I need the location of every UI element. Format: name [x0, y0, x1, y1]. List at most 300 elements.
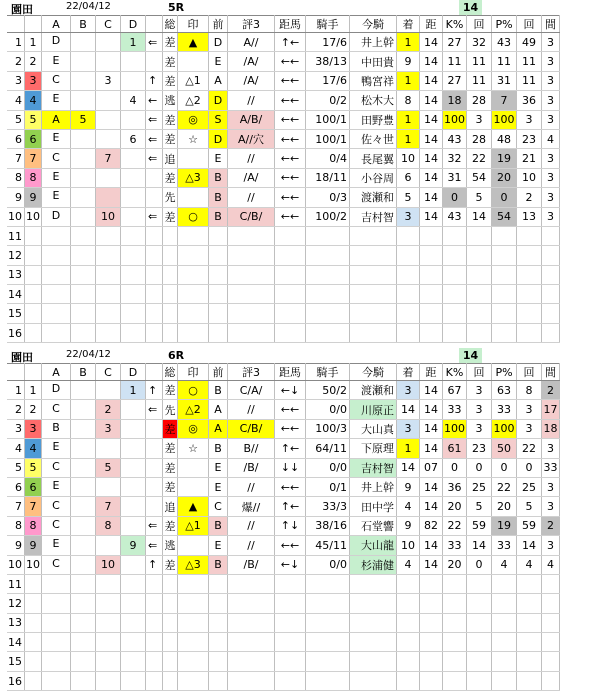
table-row[interactable] [7, 381, 560, 400]
cell-jockey-rank [397, 129, 420, 148]
cell-frame-number [25, 594, 42, 613]
cell-col-a [42, 594, 71, 613]
cell-type [163, 33, 178, 52]
table-row[interactable] [7, 33, 560, 52]
cell-p-count [517, 110, 542, 129]
cell-box [43, 325, 69, 341]
cell-text: 15 [8, 307, 22, 321]
cell-prev-grade [209, 226, 228, 245]
cell-k-pct [443, 419, 467, 438]
cell-col-b [71, 516, 96, 535]
table-row[interactable] [7, 285, 560, 304]
cell-text: 3 [547, 74, 554, 88]
cell-text: 11 [8, 577, 22, 591]
cell-box [43, 634, 69, 650]
table-row[interactable] [7, 516, 560, 535]
cell-text: /B/ [243, 461, 259, 475]
cell-text: 2 [525, 190, 533, 204]
cell-p-pct [492, 458, 517, 477]
cell-k-pct [443, 477, 467, 496]
table-row[interactable] [7, 613, 560, 632]
cell-jockey-rank [397, 246, 420, 265]
cell-box [43, 654, 69, 670]
cell-row-number [7, 652, 25, 671]
cell-frame-number [25, 555, 42, 574]
table-row[interactable] [7, 71, 560, 90]
cell-col-c [96, 188, 121, 207]
cell-arrow [146, 129, 163, 148]
cell-box [43, 499, 69, 515]
cell-text: 渡瀬和 [361, 191, 394, 205]
cell-text: 54 [497, 210, 511, 224]
cell-col-b [71, 188, 96, 207]
cell-frame-number [25, 652, 42, 671]
header-dist: 距 [420, 16, 443, 33]
cell-grade3 [228, 304, 275, 323]
cell-text: ○ [188, 210, 198, 224]
cell-interval [542, 285, 560, 304]
cell-jockey [350, 129, 397, 148]
cell-text: 0 [475, 558, 483, 572]
cell-distance-trend [275, 110, 306, 129]
table-row[interactable] [7, 477, 560, 496]
cell-box [43, 537, 69, 553]
cell-col-c [96, 633, 121, 652]
cell-text: E [52, 131, 60, 145]
cell-jockey [350, 168, 397, 187]
table-row[interactable] [7, 304, 560, 323]
cell-text: 2 [547, 383, 554, 397]
cell-grade3 [228, 52, 275, 71]
cell-box [43, 170, 69, 186]
cell-arrow [146, 400, 163, 419]
cell-text: 14 [401, 461, 415, 475]
table-row[interactable] [7, 671, 560, 690]
cell-text: E [52, 537, 60, 551]
cell-k-pct [443, 574, 467, 593]
cell-grade3 [228, 110, 275, 129]
cell-box [43, 673, 69, 689]
cell-k-pct [443, 265, 467, 284]
cell-arrow [146, 516, 163, 535]
cell-text: 追 [164, 152, 176, 166]
cell-arrow [146, 477, 163, 496]
cell-grade3 [228, 400, 275, 419]
table-row[interactable] [7, 207, 560, 226]
header-k-pct: K% [443, 16, 467, 33]
cell-text: 3 [104, 422, 112, 436]
cell-mark [178, 207, 209, 226]
cell-mark [178, 52, 209, 71]
cell-text: 井上幹 [361, 36, 394, 50]
cell-col-c [96, 71, 121, 90]
cell-text: 0/0 [329, 461, 347, 475]
cell-prev-grade [209, 91, 228, 110]
cell-jockey-ratio [306, 285, 350, 304]
cell-k-count [467, 458, 492, 477]
cell-type [163, 226, 178, 245]
cell-text: ←← [280, 480, 300, 494]
cell-jockey [350, 477, 397, 496]
cell-interval [542, 574, 560, 593]
cell-text: ⇐ [148, 210, 158, 224]
cell-box [43, 518, 69, 534]
cell-text: 6 [15, 480, 22, 494]
cell-text: 100 [493, 113, 515, 127]
table-row[interactable] [7, 149, 560, 168]
cell-k-count [467, 633, 492, 652]
cell-interval [542, 304, 560, 323]
cell-text: 0/0 [329, 558, 347, 572]
cell-k-count [467, 613, 492, 632]
cell-grade3 [228, 207, 275, 226]
cell-text: 0/4 [329, 152, 347, 166]
cell-jockey [350, 555, 397, 574]
cell-text: ↑ [148, 383, 158, 397]
cell-mark [178, 671, 209, 690]
cell-mark [178, 439, 209, 458]
cell-k-count [467, 226, 492, 245]
cell-jockey-rank [397, 91, 420, 110]
cell-jockey [350, 207, 397, 226]
cell-interval [542, 265, 560, 284]
cell-text: 5 [15, 461, 22, 475]
cell-p-count [517, 419, 542, 438]
cell-arrow [146, 52, 163, 71]
cell-text: /A/ [243, 171, 259, 185]
cell-text: △2 [185, 93, 201, 107]
cell-text: 50 [497, 441, 511, 455]
cell-box [43, 267, 69, 283]
table-row[interactable] [7, 246, 560, 265]
cell-k-count [467, 400, 492, 419]
cell-text: 8 [525, 383, 533, 397]
cell-prev-grade [209, 110, 228, 129]
cell-text: 1 [29, 35, 37, 49]
cell-text: 吉村智 [361, 210, 394, 224]
cell-arrow [146, 671, 163, 690]
cell-text: 0/2 [329, 93, 347, 107]
cell-p-pct [492, 477, 517, 496]
cell-type [163, 613, 178, 632]
cell-text: B [214, 190, 222, 204]
cell-k-pct [443, 633, 467, 652]
cell-text: 22 [522, 441, 536, 455]
cell-col-b [71, 91, 96, 110]
cell-jockey [350, 323, 397, 342]
cell-jockey [350, 188, 397, 207]
cell-text: 3 [547, 480, 554, 494]
cell-interval [542, 246, 560, 265]
cell-jockey [350, 516, 397, 535]
cell-text: A// [243, 35, 259, 49]
cell-p-count [517, 613, 542, 632]
cell-text: 28 [472, 132, 486, 146]
table-row[interactable] [7, 555, 560, 574]
cell-text: 14 [424, 480, 438, 494]
cell-frame-number [25, 91, 42, 110]
cell-prev-grade [209, 246, 228, 265]
cell-text: 2 [29, 55, 37, 69]
cell-k-count [467, 246, 492, 265]
cell-text: 63 [497, 383, 511, 397]
table-row[interactable] [7, 497, 560, 516]
cell-jockey-ratio [306, 633, 350, 652]
header-distance-trend: 距馬 [275, 364, 306, 381]
cell-dist [420, 381, 443, 400]
cell-mark [178, 285, 209, 304]
cell-col-c [96, 149, 121, 168]
cell-arrow [146, 419, 163, 438]
cell-interval [542, 149, 560, 168]
cell-col-d [121, 458, 146, 477]
cell-text: 21 [522, 152, 536, 166]
cell-text: 5 [104, 461, 112, 475]
cell-dist [420, 497, 443, 516]
cell-text: 5 [29, 113, 37, 127]
cell-prev-grade [209, 458, 228, 477]
cell-p-pct [492, 168, 517, 187]
cell-prev-grade [209, 265, 228, 284]
table-row[interactable] [7, 168, 560, 187]
cell-text: ←← [280, 55, 300, 69]
cell-arrow [146, 246, 163, 265]
cell-col-a [42, 574, 71, 593]
cell-jockey-rank [397, 71, 420, 90]
cell-k-pct [443, 33, 467, 52]
cell-col-a [42, 633, 71, 652]
cell-col-c [96, 168, 121, 187]
header-arrow [146, 364, 163, 381]
cell-p-pct [492, 400, 517, 419]
cell-col-d [121, 265, 146, 284]
cell-dist [420, 168, 443, 187]
cell-col-d [121, 188, 146, 207]
cell-text: 6 [15, 132, 22, 146]
cell-jockey-ratio [306, 555, 350, 574]
table-row[interactable] [7, 226, 560, 245]
cell-grade3 [228, 285, 275, 304]
table-row[interactable] [7, 91, 560, 110]
cell-text: 吉村智 [361, 461, 394, 475]
cell-text: 田中学 [361, 500, 394, 514]
cell-col-a [42, 91, 71, 110]
table-row[interactable] [7, 633, 560, 652]
cell-col-a [42, 439, 71, 458]
cell-jockey-rank [397, 574, 420, 593]
cell-jockey-ratio [306, 516, 350, 535]
cell-text: 82 [424, 519, 438, 533]
cell-dist [420, 400, 443, 419]
race-number: 6R [168, 349, 185, 362]
cell-col-a [42, 304, 71, 323]
cell-k-count [467, 671, 492, 690]
cell-text: 3 [547, 35, 554, 49]
cell-text: D [213, 35, 223, 49]
cell-arrow [146, 652, 163, 671]
cell-text: A [214, 422, 222, 436]
cell-text: 100 [444, 422, 465, 436]
cell-text: 3 [547, 500, 554, 514]
cell-jockey-ratio [306, 671, 350, 690]
cell-jockey-rank [397, 419, 420, 438]
cell-text: ◎ [188, 422, 198, 436]
table-row[interactable] [7, 594, 560, 613]
cell-text: 10 [26, 210, 40, 224]
cell-text: ○ [188, 383, 198, 397]
cell-dist [420, 33, 443, 52]
cell-col-b [71, 574, 96, 593]
cell-type [163, 110, 178, 129]
cell-p-count [517, 71, 542, 90]
table-row[interactable] [7, 652, 560, 671]
table-row[interactable] [7, 458, 560, 477]
cell-mark [178, 516, 209, 535]
cell-text: C [52, 401, 60, 415]
cell-text: ←← [280, 171, 300, 185]
cell-mark [178, 110, 209, 129]
cell-col-c [96, 458, 121, 477]
table-row[interactable] [7, 400, 560, 419]
cell-box [43, 54, 69, 70]
cell-text: 43 [447, 132, 462, 146]
cell-col-a [42, 671, 71, 690]
cell-text: 32 [447, 152, 462, 166]
cell-text: 9 [404, 519, 412, 533]
cell-text: 25 [522, 480, 536, 494]
cell-jockey-rank [397, 458, 420, 477]
table-row[interactable] [7, 536, 560, 555]
cell-frame-number [25, 497, 42, 516]
cell-text: 7 [15, 500, 22, 514]
cell-frame-number [25, 633, 42, 652]
table-row[interactable] [7, 129, 560, 148]
cell-k-pct [443, 129, 467, 148]
cell-col-d [121, 323, 146, 342]
cell-col-a [42, 71, 71, 90]
cell-type [163, 323, 178, 342]
cell-dist [420, 246, 443, 265]
cell-jockey-rank [397, 323, 420, 342]
cell-prev-grade [209, 536, 228, 555]
cell-text: 小谷周 [361, 171, 394, 185]
cell-text: 差 [164, 133, 176, 147]
cell-text: 差 [164, 171, 176, 185]
cell-text: 38/16 [315, 519, 347, 533]
table-row[interactable] [7, 323, 560, 342]
cell-frame-number [25, 129, 42, 148]
cell-p-count [517, 497, 542, 516]
cell-grade3 [228, 419, 275, 438]
cell-jockey-ratio [306, 226, 350, 245]
cell-row-number [7, 400, 25, 419]
cell-k-pct [443, 652, 467, 671]
cell-text: 1 [404, 74, 412, 88]
cell-p-pct [492, 188, 517, 207]
cell-jockey-ratio [306, 304, 350, 323]
cell-grade3 [228, 246, 275, 265]
header-p-count: 回 [517, 364, 542, 381]
cell-box [43, 73, 69, 89]
table-row[interactable] [7, 265, 560, 284]
cell-frame-number [25, 226, 42, 245]
cell-mark [178, 323, 209, 342]
cell-prev-grade [209, 129, 228, 148]
cell-text: 3 [547, 113, 554, 127]
cell-p-pct [492, 381, 517, 400]
cell-interval [542, 594, 560, 613]
cell-grade3 [228, 226, 275, 245]
cell-jockey-rank [397, 497, 420, 516]
cell-jockey-rank [397, 207, 420, 226]
cell-k-count [467, 381, 492, 400]
cell-row-number [7, 265, 25, 284]
cell-text: 松木大 [361, 94, 394, 108]
header-col-c: C [96, 16, 121, 33]
cell-text: 3 [29, 422, 37, 436]
cell-jockey-rank [397, 381, 420, 400]
cell-frame-number [25, 613, 42, 632]
cell-mark [178, 477, 209, 496]
cell-text: 差 [164, 442, 176, 456]
cell-jockey [350, 419, 397, 438]
cell-text: 50/2 [322, 383, 347, 397]
cell-jockey-ratio [306, 110, 350, 129]
cell-box [43, 131, 69, 147]
cell-type [163, 497, 178, 516]
cell-text: 11 [472, 74, 486, 88]
cell-mark [178, 574, 209, 593]
cell-text: 33/3 [322, 500, 347, 514]
table-row[interactable] [7, 188, 560, 207]
cell-grade3 [228, 536, 275, 555]
header-col-d: D [121, 364, 146, 381]
cell-arrow [146, 71, 163, 90]
cell-frame-number [25, 168, 42, 187]
cell-text: 3 [547, 152, 554, 166]
cell-text: 17 [543, 403, 558, 417]
cell-text: 5 [15, 113, 22, 127]
cell-jockey [350, 536, 397, 555]
table-row[interactable] [7, 574, 560, 593]
cell-type [163, 477, 178, 496]
cell-text: 14 [424, 558, 438, 572]
cell-dist [420, 323, 443, 342]
cell-k-pct [443, 594, 467, 613]
table-row[interactable] [7, 52, 560, 71]
table-row[interactable] [7, 110, 560, 129]
cell-jockey-rank [397, 33, 420, 52]
cell-interval [542, 613, 560, 632]
cell-text: 22 [472, 152, 486, 166]
table-row[interactable] [7, 419, 560, 438]
cell-dist [420, 671, 443, 690]
cell-col-c [96, 304, 121, 323]
cell-text: 3 [547, 55, 554, 69]
table-row[interactable] [7, 439, 560, 458]
cell-k-pct [443, 671, 467, 690]
cell-text: 14 [424, 538, 438, 552]
cell-text: 10 [401, 538, 415, 552]
header-type: 総 [163, 364, 178, 381]
race-header [0, 348, 609, 363]
cell-p-pct [492, 285, 517, 304]
cell-text: 14 [472, 210, 486, 224]
cell-text: C [52, 556, 60, 570]
cell-p-count [517, 555, 542, 574]
cell-text: 6 [29, 480, 37, 494]
cell-dist [420, 419, 443, 438]
